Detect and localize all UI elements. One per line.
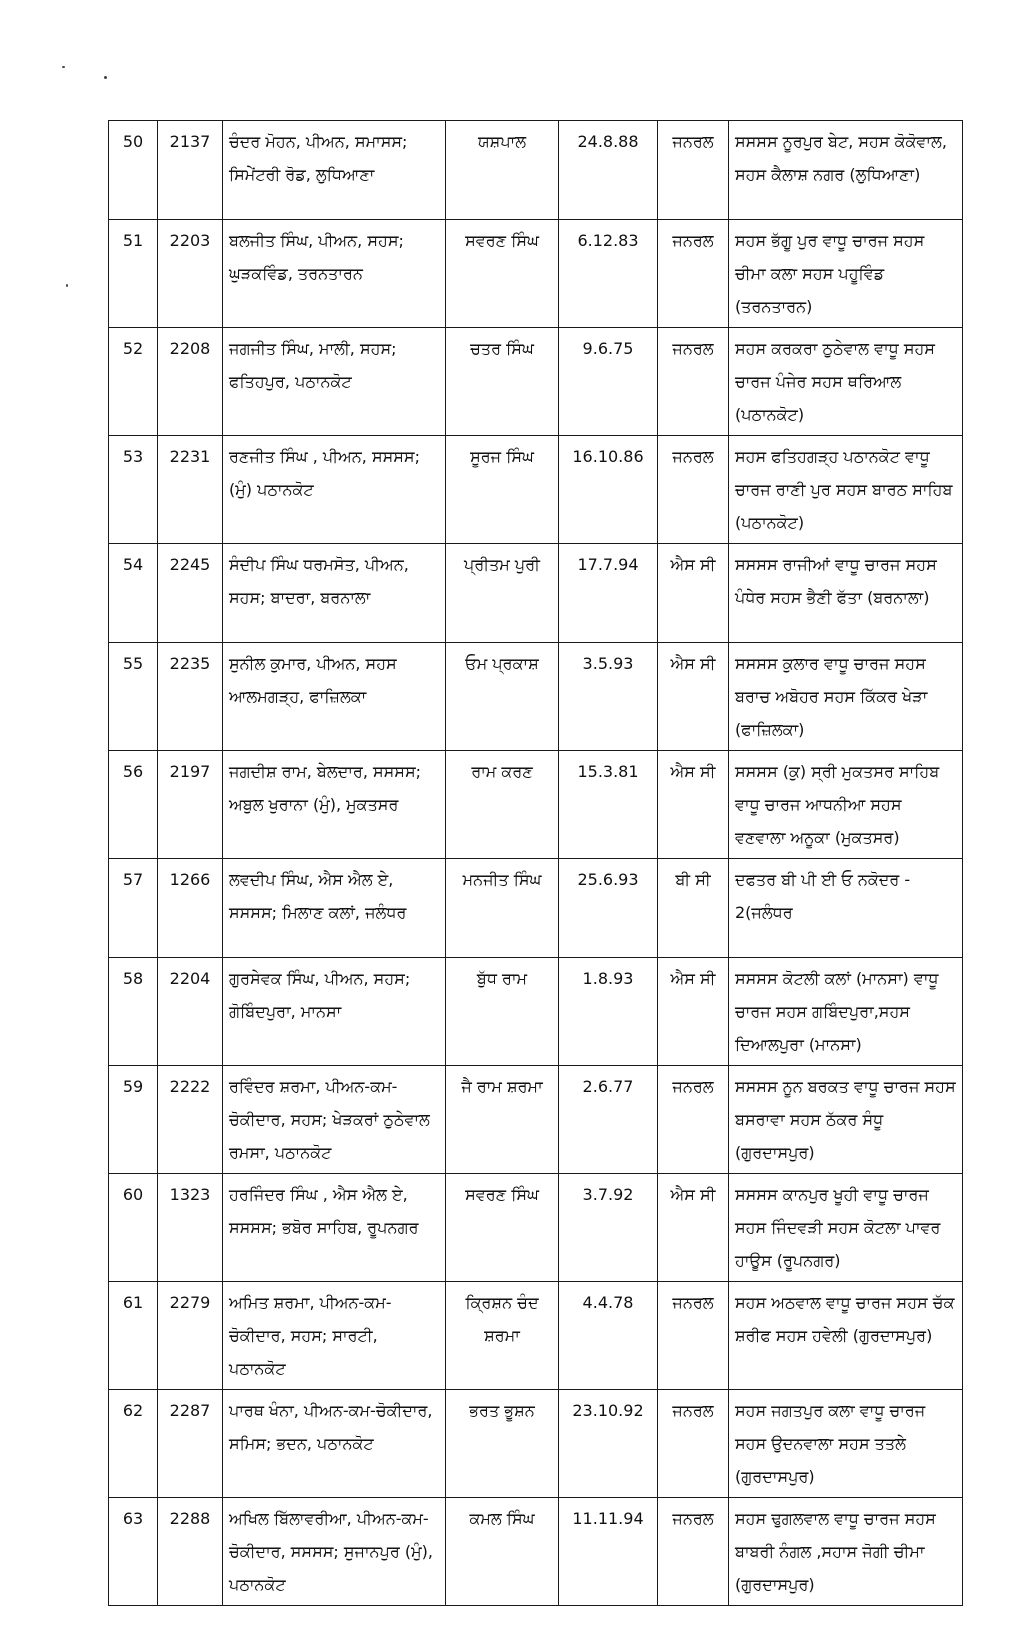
date-of-birth-cell: 1.8.93 (559, 958, 658, 1066)
employee-name-cell: ਅਖਿਲ ਬਿੱਲਾਵਰੀਆ, ਪੀਅਨ-ਕਮ- ਚੋਕੀਦਾਰ, ਸਸਸਸ; ਸੁਜਾਨਪੁਰ (ਮੁੰ), ਪਠਾਨਕੋਟ (223, 1498, 446, 1606)
father-name-cell: ਬੁੱਧ ਰਾਮ (446, 958, 559, 1066)
serial-number-cell: 51 (109, 220, 158, 328)
date-of-birth-cell: 3.5.93 (559, 643, 658, 751)
employee-name-cell: ਜਗਜੀਤ ਸਿੰਘ, ਮਾਲੀ, ਸਹਸ; ਫਤਿਹਪੁਰ, ਪਠਾਨਕੋਟ (223, 328, 446, 436)
employee-code-cell: 2197 (158, 751, 223, 859)
serial-number-cell: 61 (109, 1282, 158, 1390)
date-of-birth-cell: 9.6.75 (559, 328, 658, 436)
father-name-cell: ਕਮਲ ਸਿੰਘ (446, 1498, 559, 1606)
serial-number-cell: 60 (109, 1174, 158, 1282)
employee-code-cell: 2203 (158, 220, 223, 328)
scan-speck (66, 284, 68, 287)
station-cell: ਸਹਸ ਜਗਤਪੁਰ ਕਲਾ ਵਾਧੂ ਚਾਰਜ ਸਹਸ ਉਦਨਵਾਲਾ ਸਹਸ ਤਤਲੇ (ਗੁਰਦਾਸਪੁਰ) (729, 1390, 963, 1498)
table-row (109, 1282, 963, 1390)
category-cell: ਜਨਰਲ (658, 121, 729, 220)
employee-code-cell: 2231 (158, 436, 223, 544)
station-cell: ਸਹਸ ਢੁਗਲਵਾਲ ਵਾਧੂ ਚਾਰਜ ਸਹਸ ਬਾਬਰੀ ਨੰਗਲ ,ਸਹਾਸ ਜੋਗੀ ਚੀਮਾ (ਗੁਰਦਾਸਪੁਰ) (729, 1498, 963, 1606)
table-row (109, 643, 963, 751)
serial-number-cell: 63 (109, 1498, 158, 1606)
employee-code-cell: 2222 (158, 1066, 223, 1174)
employee-code-cell: 2279 (158, 1282, 223, 1390)
date-of-birth-cell: 15.3.81 (559, 751, 658, 859)
serial-number-cell: 62 (109, 1390, 158, 1498)
category-cell: ਜਨਰਲ (658, 1498, 729, 1606)
employee-name-cell: ਰਣਜੀਤ ਸਿੰਘ , ਪੀਅਨ, ਸਸਸਸ; (ਮੁੰ) ਪਠਾਨਕੋਟ (223, 436, 446, 544)
category-cell: ਜਨਰਲ (658, 1282, 729, 1390)
serial-number-cell: 50 (109, 121, 158, 220)
category-cell: ਜਨਰਲ (658, 1066, 729, 1174)
father-name-cell: ਚਤਰ ਸਿੰਘ (446, 328, 559, 436)
date-of-birth-cell: 24.8.88 (559, 121, 658, 220)
serial-number-cell: 58 (109, 958, 158, 1066)
table-row (109, 436, 963, 544)
employee-name-cell: ਰਵਿੰਦਰ ਸ਼ਰਮਾ, ਪੀਅਨ-ਕਮ-ਚੋਕੀਦਾਰ, ਸਹਸ; ਖੇੜਕਰਾਂ ਠੁਠੇਵਾਲ ਰਮਸਾ, ਪਠਾਨਕੋਟ (223, 1066, 446, 1174)
father-name-cell: ਰਾਮ ਕਰਣ (446, 751, 559, 859)
table-row (109, 751, 963, 859)
table-row (109, 1390, 963, 1498)
station-cell: ਸਸਸਸ (ਕੁ) ਸ੍ਰੀ ਮੁਕਤਸਰ ਸਾਹਿਬ ਵਾਧੂ ਚਾਰਜ ਆਧਨੀਆ ਸਹਸ ਵਣਵਾਲਾ ਅਨੂਕਾ (ਮੁਕਤਸਰ) (729, 751, 963, 859)
date-of-birth-cell: 25.6.93 (559, 859, 658, 958)
employee-table (108, 120, 963, 1606)
employee-name-cell: ਅਮਿਤ ਸ਼ਰਮਾ, ਪੀਅਨ-ਕਮ-ਚੋਕੀਦਾਰ, ਸਹਸ; ਸਾਰਟੀ, ਪਠਾਨਕੋਟ (223, 1282, 446, 1390)
scan-speck (62, 66, 65, 68)
employee-code-cell: 2245 (158, 544, 223, 643)
station-cell: ਸਹਸ ਭੱਗੂ ਪੁਰ ਵਾਧੂ ਚਾਰਜ ਸਹਸ ਚੀਮਾ ਕਲਾ ਸਹਸ ਪਹੂਵਿੰਡ (ਤਰਨਤਾਰਨ) (729, 220, 963, 328)
serial-number-cell: 53 (109, 436, 158, 544)
father-name-cell: ਮਨਜੀਤ ਸਿੰਘ (446, 859, 559, 958)
father-name-cell: ਭਰਤ ਭੂਸ਼ਨ (446, 1390, 559, 1498)
category-cell: ਐਸ ਸੀ (658, 1174, 729, 1282)
scan-speck (104, 76, 107, 79)
father-name-cell: ਪ੍ਰੀਤਮ ਪੁਰੀ (446, 544, 559, 643)
category-cell: ਜਨਰਲ (658, 328, 729, 436)
category-cell: ਐਸ ਸੀ (658, 643, 729, 751)
station-cell: ਦਫਤਰ ਬੀ ਪੀ ਈ ਓ ਨਕੋਦਰ - 2(ਜਲੰਧਰ (729, 859, 963, 958)
station-cell: ਸਹਸ ਅਠਵਾਲ ਵਾਧੂ ਚਾਰਜ ਸਹਸ ਚੱਕ ਸ਼ਰੀਫ ਸਹਸ ਹਵੇਲੀ (ਗੁਰਦਾਸਪੁਰ) (729, 1282, 963, 1390)
date-of-birth-cell: 3.7.92 (559, 1174, 658, 1282)
employee-name-cell: ਸੁਨੀਲ ਕੁਮਾਰ, ਪੀਅਨ, ਸਹਸ ਆਲਮਗੜ੍ਹ, ਫਾਜ਼ਿਲਕਾ (223, 643, 446, 751)
category-cell: ਐਸ ਸੀ (658, 544, 729, 643)
employee-code-cell: 2208 (158, 328, 223, 436)
employee-code-cell: 2287 (158, 1390, 223, 1498)
table-row (109, 1066, 963, 1174)
date-of-birth-cell: 6.12.83 (559, 220, 658, 328)
station-cell: ਸਸਸਸ ਕੁਲਾਰ ਵਾਧੂ ਚਾਰਜ ਸਹਸ ਬਰਾਚ ਅਬੋਹਰ ਸਹਸ ਕਿੱਕਰ ਖੇੜਾ (ਫਾਜ਼ਿਲਕਾ) (729, 643, 963, 751)
date-of-birth-cell: 17.7.94 (559, 544, 658, 643)
father-name-cell: ਓਮ ਪ੍ਰਕਾਸ਼ (446, 643, 559, 751)
table-row (109, 1498, 963, 1606)
station-cell: ਸਸਸਸ ਰਾਜੀਆਂ ਵਾਧੂ ਚਾਰਜ ਸਹਸ ਪੰਧੇਰ ਸਹਸ ਭੈਣੀ ਫੱਤਾ (ਬਰਨਾਲਾ) (729, 544, 963, 643)
father-name-cell: ਸੂਰਜ ਸਿੰਘ (446, 436, 559, 544)
employee-name-cell: ਚੰਦਰ ਮੋਹਨ, ਪੀਅਨ, ਸਮਾਸਸ; ਸਿਮੇਂਟਰੀ ਰੋਡ, ਲੁਧਿਆਣਾ (223, 121, 446, 220)
date-of-birth-cell: 11.11.94 (559, 1498, 658, 1606)
table-row (109, 328, 963, 436)
father-name-cell: ਕ੍ਰਿਸ਼ਨ ਚੰਦ ਸ਼ਰਮਾ (446, 1282, 559, 1390)
table-row (109, 220, 963, 328)
employee-code-cell: 2137 (158, 121, 223, 220)
date-of-birth-cell: 2.6.77 (559, 1066, 658, 1174)
employee-code-cell: 2204 (158, 958, 223, 1066)
station-cell: ਸਸਸਸ ਕਾਨਪੁਰ ਖੂਹੀ ਵਾਧੂ ਚਾਰਜ ਸਹਸ ਜਿੰਦਵੜੀ ਸਹਸ ਕੋਟਲਾ ਪਾਵਰ ਹਾਊਸ (ਰੂਪਨਗਰ) (729, 1174, 963, 1282)
employee-code-cell: 2235 (158, 643, 223, 751)
employee-code-cell: 2288 (158, 1498, 223, 1606)
employee-name-cell: ਲਵਦੀਪ ਸਿੰਘ, ਐਸ ਐਲ ਏ, ਸਸਸਸ; ਮਿਲਾਣ ਕਲਾਂ, ਜਲੰਧਰ (223, 859, 446, 958)
serial-number-cell: 56 (109, 751, 158, 859)
category-cell: ਐਸ ਸੀ (658, 751, 729, 859)
station-cell: ਸਸਸਸ ਕੋਟਲੀ ਕਲਾਂ (ਮਾਨਸਾ) ਵਾਧੂ ਚਾਰਜ ਸਹਸ ਗਬਿੰਦਪੁਰਾ,ਸਹਸ ਦਿਆਲਪੁਰਾ (ਮਾਨਸਾ) (729, 958, 963, 1066)
serial-number-cell: 55 (109, 643, 158, 751)
category-cell: ਐਸ ਸੀ (658, 958, 729, 1066)
table-row (109, 1174, 963, 1282)
father-name-cell: ਸਵਰਣ ਸਿੰਘ (446, 1174, 559, 1282)
father-name-cell: ਯਸ਼ਪਾਲ (446, 121, 559, 220)
employee-name-cell: ਹਰਜਿੰਦਰ ਸਿੰਘ , ਐਸ ਐਲ ਏ, ਸਸਸਸ; ਭਬੋਰ ਸਾਹਿਬ, ਰੂਪਨਗਰ (223, 1174, 446, 1282)
serial-number-cell: 54 (109, 544, 158, 643)
serial-number-cell: 57 (109, 859, 158, 958)
employee-name-cell: ਗੁਰਸੇਵਕ ਸਿੰਘ, ਪੀਅਨ, ਸਹਸ; ਗੋਬਿੰਦਪੁਰਾ, ਮਾਨਸਾ (223, 958, 446, 1066)
station-cell: ਸਸਸਸ ਨੂਨ ਬਰਕਤ ਵਾਧੂ ਚਾਰਜ ਸਹਸ ਬਸਰਾਵਾ ਸਹਸ ਠੱਕਰ ਸੰਧੂ (ਗੁਰਦਾਸਪੁਰ) (729, 1066, 963, 1174)
serial-number-cell: 52 (109, 328, 158, 436)
father-name-cell: ਜੈ ਰਾਮ ਸ਼ਰਮਾ (446, 1066, 559, 1174)
station-cell: ਸਹਸ ਕਰਕਰਾ ਠੁਠੇਵਾਲ ਵਾਧੂ ਸਹਸ ਚਾਰਜ ਪੰਜੇਰ ਸਹਸ ਥਰਿਆਲ (ਪਠਾਨਕੋਟ) (729, 328, 963, 436)
employee-name-cell: ਪਾਰਥ ਖੰਨਾ, ਪੀਅਨ-ਕਮ-ਚੋਕੀਦਾਰ, ਸਮਿਸ; ਭਦਨ, ਪਠਾਨਕੋਟ (223, 1390, 446, 1498)
date-of-birth-cell: 4.4.78 (559, 1282, 658, 1390)
category-cell: ਜਨਰਲ (658, 1390, 729, 1498)
employee-code-cell: 1323 (158, 1174, 223, 1282)
employee-name-cell: ਜਗਦੀਸ਼ ਰਾਮ, ਬੇਲਦਾਰ, ਸਸਸਸ; ਅਬੁਲ ਖੁਰਾਨਾ (ਮੁੰ), ਮੁਕਤਸਰ (223, 751, 446, 859)
serial-number-cell: 59 (109, 1066, 158, 1174)
date-of-birth-cell: 16.10.86 (559, 436, 658, 544)
table-row (109, 121, 963, 220)
table-row (109, 958, 963, 1066)
employee-name-cell: ਬਲਜੀਤ ਸਿੰਘ, ਪੀਅਨ, ਸਹਸ; ਘੁੜਕਵਿੰਡ, ਤਰਨਤਾਰਨ (223, 220, 446, 328)
table-row (109, 859, 963, 958)
station-cell: ਸਹਸ ਫਤਿਹਗੜ੍ਹ ਪਠਾਨਕੋਟ ਵਾਧੂ ਚਾਰਜ ਰਾਣੀ ਪੁਰ ਸਹਸ ਬਾਰਠ ਸਾਹਿਬ (ਪਠਾਨਕੋਟ) (729, 436, 963, 544)
category-cell: ਬੀ ਸੀ (658, 859, 729, 958)
employee-name-cell: ਸੰਦੀਪ ਸਿੰਘ ਧਰਮਸੋਤ, ਪੀਅਨ, ਸਹਸ; ਬਾਦਰਾ, ਬਰਨਾਲਾ (223, 544, 446, 643)
category-cell: ਜਨਰਲ (658, 436, 729, 544)
father-name-cell: ਸਵਰਣ ਸਿੰਘ (446, 220, 559, 328)
employee-code-cell: 1266 (158, 859, 223, 958)
station-cell: ਸਸਸਸ ਨੂਰਪੁਰ ਬੇਟ, ਸਹਸ ਕੋਕੋਵਾਲ, ਸਹਸ ਕੈਲਾਸ਼ ਨਗਰ (ਲੁਧਿਆਣਾ) (729, 121, 963, 220)
category-cell: ਜਨਰਲ (658, 220, 729, 328)
date-of-birth-cell: 23.10.92 (559, 1390, 658, 1498)
table-row (109, 544, 963, 643)
employee-table-body (109, 121, 963, 1606)
